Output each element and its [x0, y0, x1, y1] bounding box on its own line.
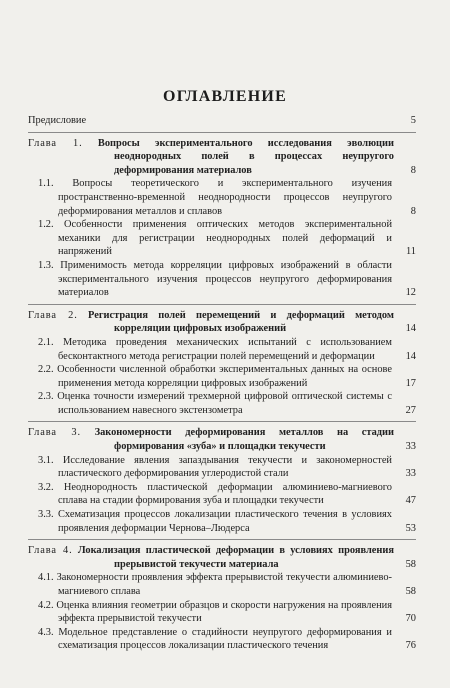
toc-section-2-2[interactable]: 2.2. Особенности численной обработки экспериментальных данных на основе применения метода корреляции цифровых изображений 17	[38, 364, 416, 389]
section-title: 4.3. Модельное представление о стадийности неупругого деформирования и схематизация процессов локализации пластического течения	[38, 626, 392, 652]
chapter-title: Регистрация полей перемещений и деформаций методом корреляции цифровых изображений	[88, 309, 394, 335]
chapter-title: Закономерности деформирования металлов на стадии формирования «зуба» и площадки текучести	[94, 427, 395, 453]
toc-chapter-4[interactable]: Глава 4. Локализация пластической деформации в условиях проявления прерывистой текучести материала 58	[28, 545, 416, 570]
divider	[28, 539, 416, 540]
toc-chapter-2[interactable]: Глава 2. Регистрация полей перемещений и деформаций методом корреляции цифровых изображений 14	[28, 309, 416, 335]
section-title: 4.1. Закономерности проявления эффекта прерывистой текучести алюминиево-магниевого сплава	[38, 572, 392, 597]
section-title: 3.1. Исследование явления запаздывания текучести и закономерностей пластического деформирования углеродистой стали	[38, 454, 392, 480]
chapter-label: Глава 2.	[28, 309, 78, 321]
toc-section-4-2[interactable]: 4.2. Оценка влияния геометрии образцов и скорости нагружения на проявления эффекта прерывистой текучести 70	[38, 599, 416, 625]
section-title: 2.1. Методика проведения механических испытаний с использованием бесконтактного метода регистрации полей перемещений и деформации	[38, 336, 392, 362]
toc-section-1-2[interactable]: 1.2. Особенности применения оптических методов экспериментальной механики для регистрации неоднородных полей деформаций и напряжений 11	[38, 219, 416, 258]
toc-section-4-1[interactable]: 4.1. Закономерности проявления эффекта прерывистой текучести алюминиево-магниевого сплава 58	[38, 572, 416, 597]
chapter-title: Локализация пластической деформации в условиях проявления прерывистой текучести материала	[77, 545, 395, 570]
toc-section-3-3[interactable]: 3.3. Схематизация процессов локализации пластического течения в условиях проявления деформации Чернова–Людерса 53	[38, 509, 416, 534]
toc-entry-text: Предисловие	[28, 115, 87, 126]
toc-section-1-3[interactable]: 1.3. Применимость метода корреляции цифровых изображений в области экспериментального изучения процессов неупругого деформирования материалов 12	[38, 259, 416, 299]
chapter-label: Глава 1.	[28, 137, 83, 149]
section-title: 3.2. Неоднородность пластической деформации алюминиево-магниевого сплава на стадии формирования зуба и площадки текучести	[38, 481, 392, 507]
toc-page-number: 5	[410, 115, 416, 126]
section-title: 1.2. Особенности применения оптических методов экспериментальной механики для регистрации неоднородных полей деформаций и напряжений	[38, 219, 392, 258]
section-title: 1.1. Вопросы теоретического и экспериментального изучения пространственно-временной неоднородности процессов неупругого деформирования металлов и сплавов	[38, 178, 392, 217]
section-title: 3.3. Схематизация процессов локализации пластического течения в условиях проявления деформации Чернова–Людерса	[38, 509, 392, 534]
chapter-label: Глава 4.	[28, 545, 73, 557]
section-title: 2.3. Оценка точности измерений трехмерной цифровой оптической системы с использованием навесного экстензометра	[38, 391, 392, 416]
table-of-contents	[28, 114, 416, 653]
chapter-title: Вопросы экспериментального исследования эволюции неоднородных полей в процессах неупругого деформирования материалов	[97, 137, 394, 176]
toc-section-3-1[interactable]: 3.1. Исследование явления запаздывания текучести и закономерностей пластического деформирования углеродистой стали 33	[38, 454, 416, 480]
toc-section-1-1[interactable]: 1.1. Вопросы теоретического и экспериментального изучения пространственно-временной неоднородности процессов неупругого деформирования металлов и сплавов 8	[38, 178, 416, 217]
divider	[28, 421, 416, 422]
page-title: ОГЛАВЛЕНИЕ	[163, 88, 287, 105]
chapter-label: Глава 3.	[28, 427, 81, 439]
section-title: 2.2. Особенности численной обработки экспериментальных данных на основе применения метода корреляции цифровых изображений	[38, 364, 392, 389]
toc-section-3-2[interactable]: 3.2. Неоднородность пластической деформации алюминиево-магниевого сплава на стадии формирования зуба и площадки текучести 47	[38, 481, 416, 507]
toc-entry-preface[interactable]	[28, 114, 416, 128]
toc-section-4-3[interactable]: 4.3. Модельное представление о стадийности неупругого деформирования и схематизация процессов локализации пластического течения 76	[38, 626, 416, 652]
divider	[28, 304, 416, 305]
toc-chapter-1[interactable]: Глава 1. Вопросы экспериментального исследования эволюции неоднородных полей в процессах неупругого деформирования материалов 8	[28, 137, 416, 176]
section-title: 4.2. Оценка влияния геометрии образцов и скорости нагружения на проявления эффекта прерывистой текучести	[38, 599, 392, 625]
toc-chapter-3[interactable]: Глава 3. Закономерности деформирования металлов на стадии формирования «зуба» и площадки текучести 33	[28, 427, 416, 453]
section-title: 1.3. Применимость метода корреляции цифровых изображений в области экспериментального изучения процессов неупругого деформирования материалов	[38, 259, 392, 299]
toc-section-2-3[interactable]: 2.3. Оценка точности измерений трехмерной цифровой оптической системы с использованием навесного экстензометра 27	[38, 391, 416, 416]
toc-section-2-1[interactable]: 2.1. Методика проведения механических испытаний с использованием бесконтактного метода регистрации полей перемещений и деформации 14	[38, 336, 416, 362]
divider	[28, 132, 416, 133]
